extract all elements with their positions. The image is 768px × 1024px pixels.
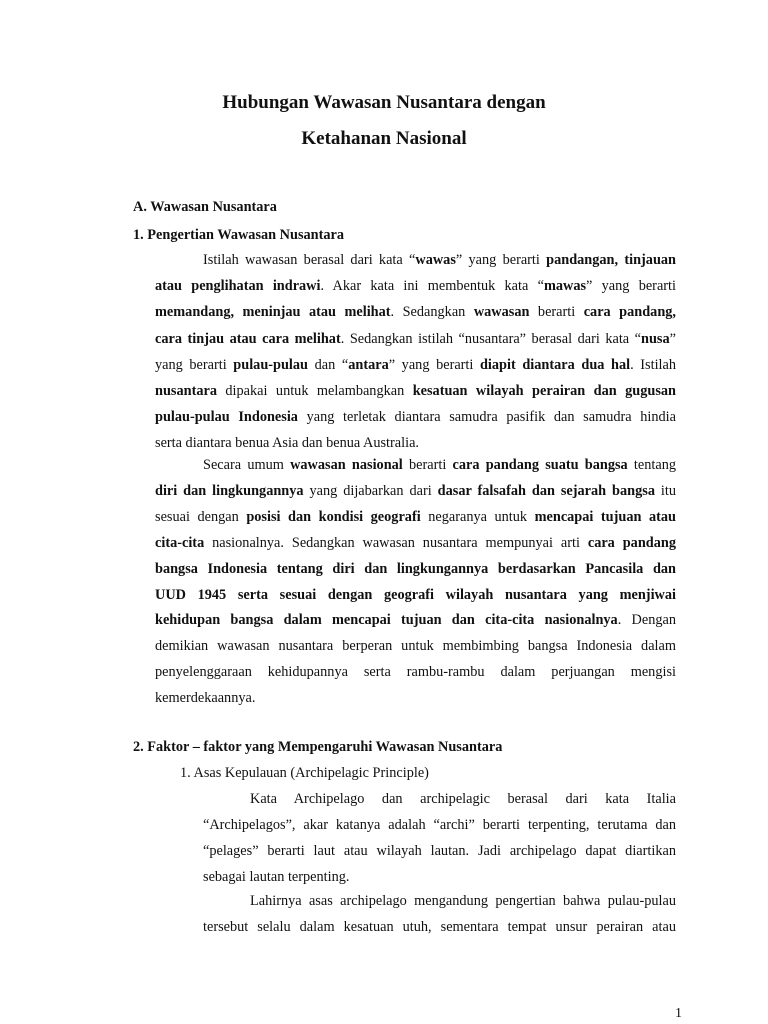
text: dipakai untuk melambangkan — [216, 383, 413, 399]
text: ” yang berarti — [455, 252, 547, 268]
text: sesuai dengan — [155, 508, 247, 525]
text: berarti — [402, 457, 453, 473]
text: . Istilah — [630, 356, 677, 373]
text-line — [155, 482, 676, 500]
bold-text: wawasan nasional — [290, 457, 403, 473]
bold-text: posisi dan kondisi geografi — [246, 508, 421, 525]
text-line — [203, 456, 676, 474]
text: demikian wawasan nusantara berperan untuk membimbing bangsa Indonesia dalam — [155, 638, 676, 655]
text: itu — [654, 482, 676, 499]
bold-text: cara pandang suatu bangsa — [452, 457, 628, 473]
document-title-line-2: Ketahanan Nasional — [301, 128, 467, 149]
text-line: sebagai lautan terpenting. — [203, 869, 350, 885]
bold-text: kehidupan bangsa dalam mencapai tujuan dan cita-cita nasionalnya — [155, 612, 618, 629]
text-line — [155, 330, 676, 348]
bold-text: wawasan — [473, 304, 530, 321]
item-2-heading: 2. Faktor – faktor yang Mempengaruhi Wawasan Nusantara — [133, 739, 503, 755]
bold-text: wawas — [415, 252, 456, 268]
bold-text: mawas — [543, 278, 587, 295]
sub-item-1-heading: 1. Asas Kepulauan (Archipelagic Principle) — [180, 765, 429, 781]
text-line — [155, 382, 676, 400]
bold-text: cara tinjau atau cara melihat — [155, 330, 341, 347]
bold-text: nusantara — [155, 383, 217, 399]
text: dan “ — [308, 356, 349, 373]
text: ” yang berarti — [586, 278, 676, 295]
text-line — [155, 560, 676, 578]
text: Secara umum — [203, 457, 291, 473]
text-line — [155, 434, 419, 452]
text-line — [155, 277, 676, 295]
text-line: tersebut selalu dalam kesatuan utuh, sementara tempat unsur perairan atau — [203, 919, 676, 935]
bold-text: mencapai tujuan atau — [534, 508, 676, 525]
text-line — [155, 303, 676, 321]
bold-text: nusa — [641, 330, 670, 347]
bold-text: diapit diantara dua hal — [479, 356, 631, 373]
text: . Sedangkan — [390, 304, 474, 321]
document-title-line-1: Hubungan Wawasan Nusantara dengan — [222, 92, 546, 113]
bold-text: bangsa Indonesia tentang diri dan lingkungannya berdasarkan Pancasila dan — [155, 560, 676, 577]
text-line — [155, 408, 676, 426]
text-line — [155, 508, 676, 526]
text: yang dijabarkan dari — [303, 482, 438, 499]
text-line — [155, 611, 676, 629]
text-line: Lahirnya asas archipelago mengandung pengertian bahwa pulau-pulau — [250, 893, 676, 909]
text: yang berarti — [155, 356, 234, 373]
bold-text: pandangan, tinjauan — [546, 252, 676, 268]
bold-text: UUD 1945 serta sesuai dengan geografi wilayah nusantara yang menjiwai — [155, 586, 676, 603]
section-a-heading: A. Wawasan Nusantara — [133, 199, 277, 215]
text: kemerdekaannya. — [155, 690, 256, 707]
text-line: Kata Archipelago dan archipelagic berasal dari kata Italia — [250, 791, 676, 807]
text-line — [155, 356, 676, 374]
text-line — [155, 663, 676, 681]
text-line: “Archipelagos”, akar katanya adalah “archi” berarti terpenting, terutama dan — [203, 817, 676, 833]
text-line — [155, 637, 676, 655]
page-number: 1 — [675, 1006, 682, 1021]
bold-text: cara pandang — [587, 534, 676, 551]
text: negaranya untuk — [420, 508, 535, 525]
text: berarti — [529, 304, 584, 321]
bold-text: pulau-pulau — [233, 356, 309, 373]
bold-text: cita-cita — [155, 534, 205, 551]
text: yang terletak diantara samudra pasifik dan samudra hindia — [297, 409, 676, 426]
bold-text: dasar falsafah dan sejarah bangsa — [437, 482, 655, 499]
text: . Sedangkan istilah “nusantara” berasal dari kata “ — [340, 330, 642, 347]
text: . Dengan — [617, 612, 676, 629]
item-1-heading: 1. Pengertian Wawasan Nusantara — [133, 227, 345, 243]
bold-text: antara — [348, 356, 389, 373]
text: Istilah wawasan berasal dari kata “ — [203, 252, 416, 268]
text-line — [155, 534, 676, 552]
text: tentang — [627, 457, 677, 473]
text-line — [155, 586, 676, 604]
bold-text: diri dan lingkungannya — [155, 482, 304, 499]
text-line — [155, 689, 255, 707]
text: nasionalnya. Sedangkan wawasan nusantara mempunyai arti — [204, 534, 588, 551]
bold-text: atau penglihatan indrawi — [155, 278, 321, 295]
text-line: “pelages” berarti laut atau wilayah lautan. Jadi archipelago dapat diartikan — [203, 843, 676, 859]
text: ” — [669, 330, 677, 347]
bold-text: pulau-pulau Indonesia — [155, 409, 298, 426]
text-line — [203, 251, 676, 269]
text: ” yang berarti — [388, 356, 480, 373]
text: serta diantara benua Asia dan benua Australia. — [155, 435, 419, 452]
text: penyelenggaraan kehidupannya serta rambu-rambu dalam perjuangan mengisi — [155, 664, 676, 681]
bold-text: cara pandang, — [583, 304, 676, 321]
bold-text: memandang, meninjau atau melihat — [155, 304, 391, 321]
bold-text: kesatuan wilayah perairan dan gugusan — [412, 383, 676, 399]
text: . Akar kata ini membentuk kata “ — [320, 278, 544, 295]
